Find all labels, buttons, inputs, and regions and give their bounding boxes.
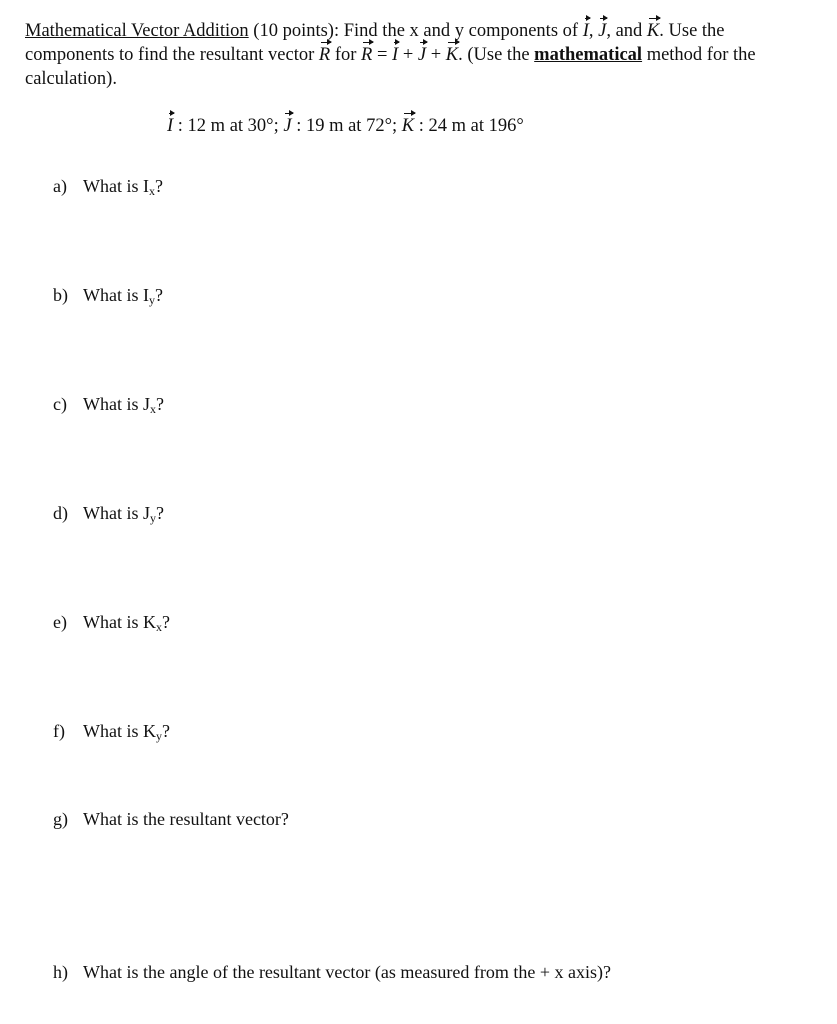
given-j-desc: : 19 m at 72°;	[296, 116, 398, 136]
intro-sep-2: , and	[606, 21, 643, 41]
question-text: What is K	[83, 612, 156, 632]
vector-r-symbol: R	[318, 45, 331, 65]
question-subscript: x	[155, 620, 162, 634]
question-mark: ?	[161, 612, 170, 632]
intro-text-5: method for the calculation).	[25, 45, 756, 89]
given-k-symbol: K	[401, 116, 415, 136]
equation-k-symbol: K	[445, 45, 459, 65]
question-b	[53, 284, 163, 311]
intro-text-1: Find the x and y components of	[343, 21, 579, 41]
question-subscript: y	[150, 511, 156, 525]
vector-j-symbol: J	[598, 21, 607, 41]
intro-sep-1: ,	[588, 21, 594, 41]
question-g	[53, 808, 289, 830]
question-letter: e)	[53, 612, 67, 632]
question-letter: g)	[53, 809, 68, 829]
question-h	[53, 961, 611, 983]
method-emphasis: mathematical	[534, 45, 643, 65]
vector-k-symbol: K	[646, 21, 660, 41]
question-text: What is J	[83, 394, 150, 414]
question-letter: d)	[53, 503, 68, 523]
question-subscript: x	[148, 184, 155, 198]
given-k-desc: : 24 m at 196°	[418, 116, 524, 136]
vector-i-symbol: I	[582, 21, 589, 41]
given-i-desc: : 12 m at 30°;	[177, 116, 279, 136]
equation-plus-1: +	[402, 45, 414, 65]
question-mark: ?	[156, 394, 164, 414]
question-a	[53, 175, 163, 202]
given-i-symbol: I	[167, 116, 174, 136]
question-mark: ?	[154, 285, 163, 305]
question-f	[53, 720, 170, 747]
question-subscript: y	[155, 729, 162, 743]
question-letter: b)	[53, 285, 68, 305]
equation-j-symbol: J	[417, 45, 427, 65]
question-text: What is the resultant vector?	[83, 809, 289, 829]
given-j-symbol: J	[283, 116, 292, 136]
question-text: What is I	[83, 176, 149, 196]
equation-plus-2: +	[430, 45, 442, 65]
question-subscript: y	[148, 293, 155, 307]
question-c	[53, 393, 164, 420]
question-text: What is the angle of the resultant vector (as measured from the + x axis)?	[83, 962, 611, 982]
intro-text-4: . (Use the	[458, 45, 530, 65]
problem-title: Mathematical Vector Addition	[25, 21, 249, 41]
question-letter: h)	[53, 962, 68, 982]
question-e	[53, 611, 170, 638]
problem-points: (10 points):	[253, 21, 340, 41]
question-text: What is I	[83, 285, 149, 305]
question-mark: ?	[156, 503, 164, 523]
intro-text-3: for	[334, 45, 357, 65]
question-mark: ?	[154, 176, 163, 196]
question-text: What is J	[83, 503, 150, 523]
intro-text-2: . Use the components to find the resultant vector	[25, 21, 725, 65]
given-vectors	[167, 114, 524, 138]
question-letter: f)	[53, 721, 65, 741]
question-d	[53, 502, 164, 529]
equation-equals: =	[376, 45, 388, 65]
question-mark: ?	[161, 721, 170, 741]
question-letter: a)	[53, 176, 67, 196]
problem-statement	[25, 19, 815, 91]
question-letter: c)	[53, 394, 67, 414]
equation-r-symbol: R	[361, 45, 373, 65]
question-subscript: x	[150, 402, 156, 416]
equation-i-symbol: I	[392, 45, 399, 65]
question-text: What is K	[83, 721, 156, 741]
